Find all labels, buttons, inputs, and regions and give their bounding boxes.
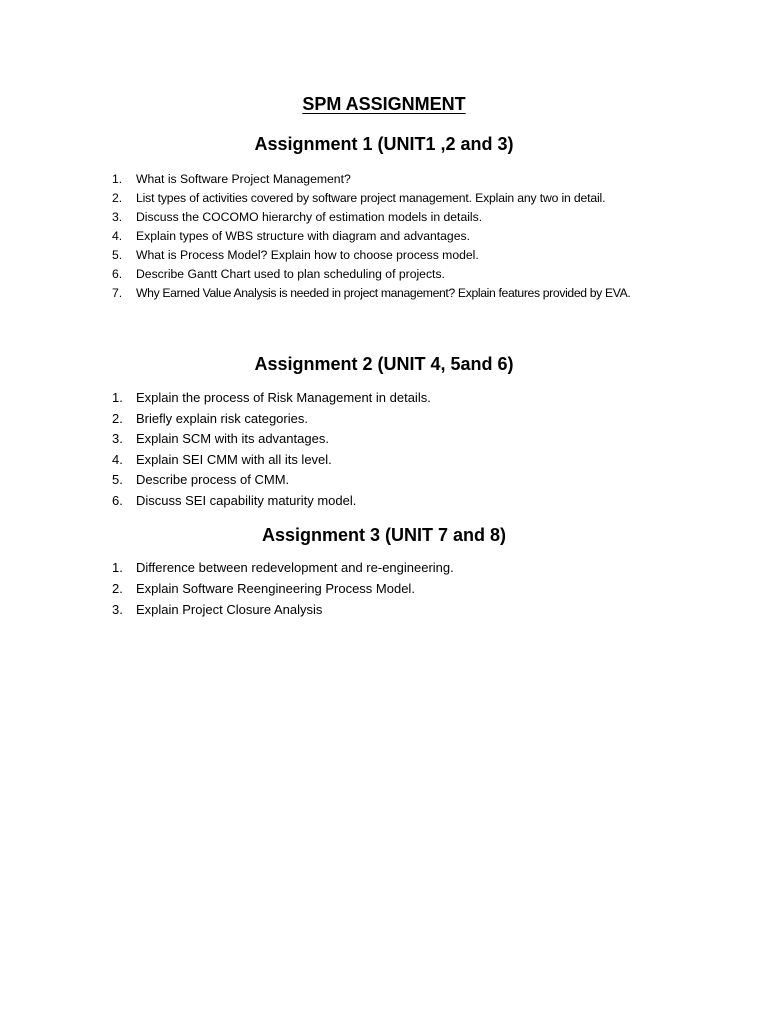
item-number: 7. [112, 286, 123, 300]
item-number: 6. [112, 267, 123, 281]
assignment-2-section [0, 352, 768, 508]
list-item [112, 227, 752, 246]
list-item [112, 409, 752, 430]
item-text: List types of activities covered by software project management. Explain any two in detail. [136, 191, 606, 205]
item-text: What is Software Project Management? [136, 172, 351, 186]
assignment-2-heading: Assignment 2 (UNIT 4, 5and 6) [254, 354, 514, 374]
item-text: Explain SEI CMM with all its level. [136, 451, 332, 467]
item-text: Discuss SEI capability maturity model. [136, 492, 357, 508]
item-text: Describe process of CMM. [136, 472, 290, 488]
item-number: 3. [112, 210, 123, 224]
assignment-1-heading: Assignment 1 (UNIT1 ,2 and 3) [254, 134, 514, 154]
list-item [112, 208, 752, 227]
item-text: Explain the process of Risk Management in details. [136, 390, 431, 405]
list-item [112, 470, 752, 491]
list-item [112, 284, 752, 303]
item-text: Describe Gantt Chart used to plan scheduling of projects. [136, 267, 445, 281]
assignment-1-section [0, 132, 768, 300]
item-number: 3. [112, 602, 123, 617]
assignment-1-question-list [112, 170, 752, 303]
item-number: 4. [112, 451, 123, 467]
list-item [112, 189, 752, 208]
item-text: Briefly explain risk categories. [136, 410, 308, 426]
item-text: Discuss the COCOMO hierarchy of estimation models in details. [136, 210, 483, 224]
item-text: Why Earned Value Analysis is needed in project management? Explain features provided by EVA. [136, 286, 631, 300]
item-number: 2. [112, 191, 123, 205]
item-number: 3. [112, 431, 123, 447]
item-text: Explain types of WBS structure with diagram and advantages. [136, 229, 470, 243]
list-item [112, 388, 752, 409]
item-text: Explain SCM with its advantages. [136, 431, 329, 447]
item-number: 1. [112, 172, 123, 186]
list-item [112, 429, 752, 450]
item-text: What is Process Model? Explain how to choose process model. [136, 248, 479, 262]
assignment-3-section [0, 523, 768, 617]
item-number: 6. [112, 492, 123, 508]
list-item [112, 578, 752, 599]
item-number: 5. [112, 248, 123, 262]
item-number: 5. [112, 472, 123, 488]
document-title: SPM ASSIGNMENT [302, 94, 466, 114]
list-item [112, 170, 752, 189]
item-text: Explain Software Reengineering Process Model. [136, 581, 415, 596]
list-item [112, 599, 752, 620]
list-item [112, 246, 752, 265]
item-number: 1. [112, 390, 123, 405]
item-text: Explain Project Closure Analysis [136, 602, 323, 617]
item-number: 2. [112, 410, 123, 426]
item-number: 1. [112, 560, 123, 575]
list-item [112, 491, 752, 512]
item-number: 2. [112, 581, 123, 596]
assignment-3-heading: Assignment 3 (UNIT 7 and 8) [261, 525, 507, 545]
assignment-2-question-list [112, 388, 752, 512]
list-item [112, 450, 752, 471]
list-item [112, 265, 752, 284]
assignment-3-question-list [112, 557, 752, 620]
item-number: 4. [112, 229, 123, 243]
list-item [112, 557, 752, 578]
item-text: Difference between redevelopment and re-engineering. [136, 560, 454, 575]
